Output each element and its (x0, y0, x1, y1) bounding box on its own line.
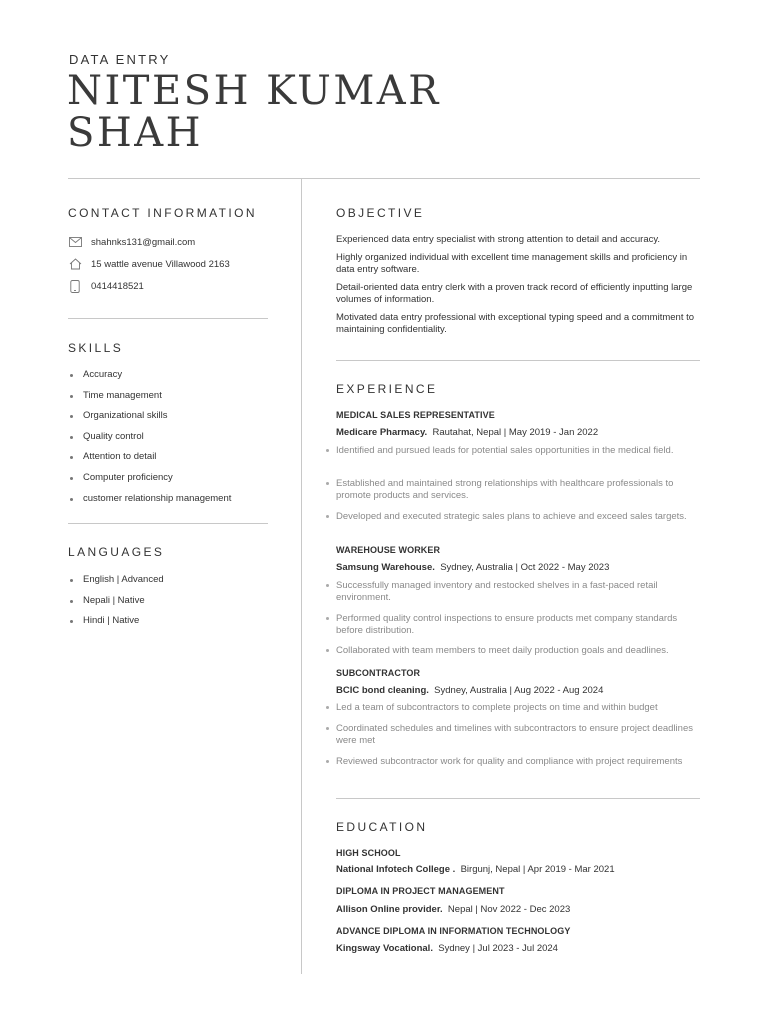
education-meta (336, 904, 570, 915)
job-bullet: Successfully managed inventory and restocked shelves in a fast-paced retail environment. (336, 580, 704, 604)
header-divider (68, 178, 700, 179)
skills-section-title: SKILLS (68, 341, 124, 355)
job-meta (336, 427, 598, 438)
phone-icon (68, 279, 82, 293)
objective-paragraph: Highly organized individual with excellent time management skills and proficiency in data entry software. (336, 252, 688, 275)
skill-item: Quality control (68, 431, 231, 452)
language-item: Nepali | Native (68, 595, 164, 616)
education-details: Sydney | Jul 2023 - Jul 2024 (438, 943, 558, 954)
job-details: Sydney, Australia | Aug 2022 - Aug 2024 (434, 685, 604, 696)
objective-divider (336, 360, 700, 361)
resume-subtitle: DATA ENTRY (69, 52, 171, 67)
home-icon (68, 257, 82, 271)
job-meta (336, 685, 603, 696)
name-line-1: NITESH KUMAR (67, 68, 441, 114)
job-meta (336, 562, 609, 573)
language-item: English | Advanced (68, 574, 164, 595)
skill-item: Accuracy (68, 369, 231, 390)
education-details: Nepal | Nov 2022 - Dec 2023 (447, 904, 571, 915)
education-details: Birgunj, Nepal | Apr 2019 - Mar 2021 (460, 864, 615, 875)
job-bullet: Collaborated with team members to meet daily production goals and deadlines. (336, 645, 704, 657)
education-institution: Allison Online provider. (336, 904, 443, 915)
objective-paragraph: Detail-oriented data entry clerk with a proven track record of efficiently inputting large volumes of information. (336, 282, 693, 305)
job-details: Sydney, Australia | Oct 2022 - May 2023 (440, 562, 610, 573)
education-title: HIGH SCHOOL (336, 848, 401, 858)
education-meta (336, 864, 615, 875)
objective-paragraph: Experienced data entry specialist with strong attention to detail and accuracy. (336, 234, 661, 245)
candidate-name (67, 70, 441, 154)
contact-phone: 0414418521 (91, 280, 144, 292)
name-line-2: SHAH (67, 110, 204, 156)
education-meta (336, 943, 558, 954)
job-bullet: Performed quality control inspections to ensure products met company standards before distribution. (336, 613, 704, 637)
skill-item: Computer proficiency (68, 472, 231, 493)
job-title: WAREHOUSE WORKER (336, 545, 441, 555)
job-organization: BCIC bond cleaning. (336, 685, 429, 696)
experience-section-title: EXPERIENCE (336, 382, 438, 396)
skills-divider (68, 523, 268, 524)
contact-address-row (68, 257, 230, 271)
education-institution: Kingsway Vocational. (336, 943, 433, 954)
education-title: ADVANCE DIPLOMA IN INFORMATION TECHNOLOGY (336, 926, 571, 936)
job-organization: Medicare Pharmacy. (336, 427, 428, 438)
language-item: Hindi | Native (68, 615, 164, 636)
objective-paragraph: Motivated data entry professional with exceptional typing speed and a commitment to maintaining confidentiality. (336, 312, 695, 335)
contact-email: shahnks131@gmail.com (91, 236, 196, 248)
job-bullet: Led a team of subcontractors to complete projects on time and within budget (336, 702, 704, 714)
skill-item: Time management (68, 390, 231, 411)
languages-section-title: LANGUAGES (68, 545, 165, 559)
job-title: MEDICAL SALES REPRESENTATIVE (336, 410, 495, 420)
job-details: Rautahat, Nepal | May 2019 - Jan 2022 (432, 427, 599, 438)
contact-address: 15 wattle avenue Villawood 2163 (91, 258, 230, 270)
skill-item: customer relationship management (68, 493, 231, 514)
skill-item: Attention to detail (68, 451, 231, 472)
job-bullet: Reviewed subcontractor work for quality and compliance with project requirements (336, 756, 704, 768)
experience-divider (336, 798, 700, 799)
job-bullet: Coordinated schedules and timelines with subcontractors to ensure project deadlines were met (336, 723, 704, 747)
languages-list (68, 574, 164, 636)
objective-section-title: OBJECTIVE (336, 206, 425, 220)
skill-item: Organizational skills (68, 410, 231, 431)
job-bullet: Developed and executed strategic sales plans to achieve and exceed sales targets. (336, 511, 704, 523)
job-title: SUBCONTRACTOR (336, 668, 421, 678)
job-bullet: Identified and pursued leads for potential sales opportunities in the medical field. (336, 445, 704, 457)
education-institution: National Infotech College . (336, 864, 456, 875)
education-title: DIPLOMA IN PROJECT MANAGEMENT (336, 886, 505, 896)
skills-list (68, 369, 231, 513)
job-organization: Samsung Warehouse. (336, 562, 435, 573)
education-section-title: EDUCATION (336, 820, 428, 834)
column-divider (301, 178, 302, 974)
contact-section-title: CONTACT INFORMATION (68, 206, 257, 220)
contact-phone-row[interactable] (68, 279, 144, 293)
contact-divider (68, 318, 268, 319)
envelope-icon (68, 235, 82, 249)
job-bullet: Established and maintained strong relationships with healthcare professionals to promote products and services. (336, 478, 704, 502)
contact-email-row[interactable] (68, 235, 195, 249)
